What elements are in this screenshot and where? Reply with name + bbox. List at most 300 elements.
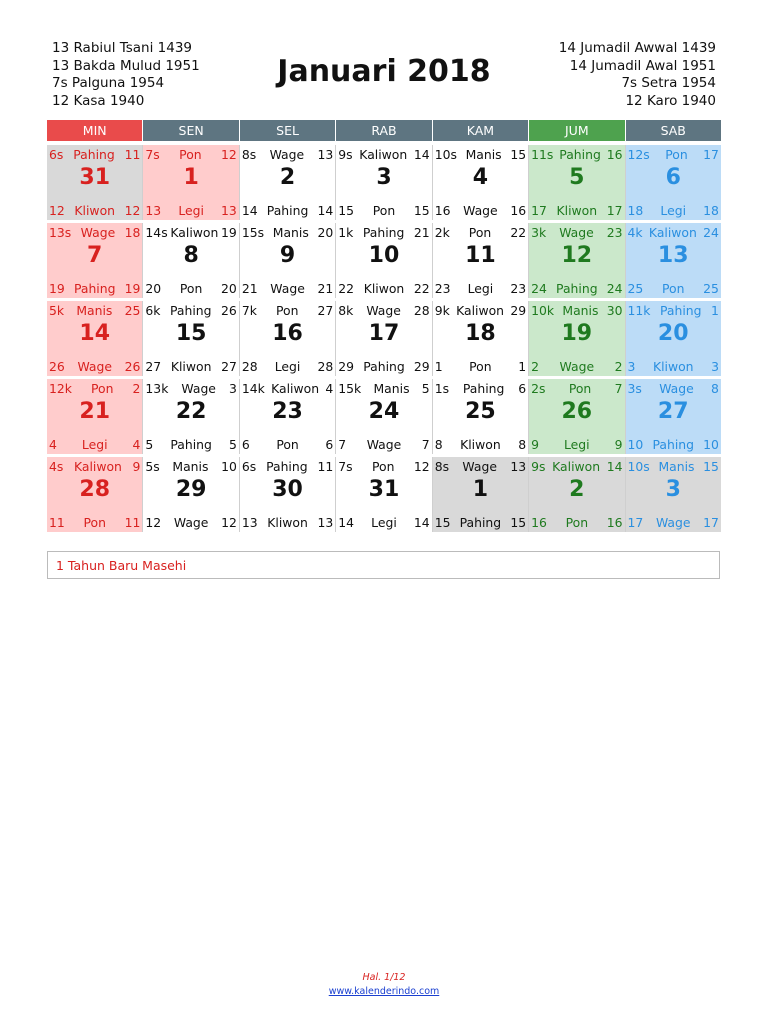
javanese-lunar-day: 8s [434,458,450,474]
lunar-info-top [529,380,624,396]
javanese-lunar-day: 5k [49,302,65,318]
mangsa-day: 12 [124,202,141,218]
lunar-info-top [529,458,624,474]
pasaran-name: Wage [559,358,595,374]
saka-date-start: 7s Palguna 1954 [52,75,165,92]
day-cell[interactable] [143,301,239,376]
pasaran-day: Pahing [660,302,702,318]
pasaran-day: Manis [172,458,209,474]
day-cell[interactable] [47,145,143,220]
page-title: Januari 2018 [277,54,491,89]
lunar-info-bottom [47,514,142,530]
lunar-info-bottom [143,280,238,296]
pasaran-day: Pahing [266,458,308,474]
pasaran-name: Pahing [459,514,502,530]
day-cell[interactable] [240,457,336,532]
lunar-info-bottom [336,358,431,374]
javanese-lunar-day: 11k [627,302,651,318]
week-row [47,223,721,298]
gregorian-day: 26 [561,399,593,424]
javanese-date: 28 [241,358,258,374]
pasaran-name: Kliwon [652,358,694,374]
javanese-date: 24 [531,280,547,296]
javanese-date-end: 14 Jumadil Awal 1951 [569,57,716,74]
mangsa-day: 1 [518,358,527,374]
pasaran-day: Kaliwon [648,224,697,240]
javanese-date: 16 [531,514,547,530]
gregorian-day: 27 [657,399,689,424]
mangsa-day: 13 [221,202,237,218]
pasaran-name: Wage [77,358,112,374]
lunar-info-top [626,224,721,240]
hijri-day: 14 [606,458,623,474]
lunar-info-top [47,224,142,240]
javanese-date: 3 [627,358,636,374]
javanese-lunar-day: 14s [145,224,168,240]
pasaran-day: Kaliwon [552,458,601,474]
pasaran-day: Wage [659,380,694,396]
pasaran-name: Legi [81,436,108,452]
javanese-lunar-day: 6s [241,458,257,474]
mangsa-day: 28 [317,358,334,374]
day-cell[interactable] [626,223,721,298]
hijri-day: 21 [413,224,430,240]
lunar-info-top [433,146,528,162]
day-cell[interactable] [240,223,336,298]
javanese-lunar-day: 6s [49,146,64,162]
hijri-day: 11 [317,458,334,474]
javanese-lunar-day: 10k [531,302,555,318]
lunar-info-bottom [240,514,335,530]
javanese-date: 20 [145,280,162,296]
pasaran-day: Wage [181,380,216,396]
pasaran-day: Manis [658,458,695,474]
lunar-info-bottom [47,436,142,452]
pasaran-day: Pon [568,380,592,396]
day-cell[interactable] [143,379,239,454]
javanese-lunar-day: 1k [338,224,354,240]
javanese-date: 14 [338,514,355,530]
javanese-date: 12 [49,202,65,218]
day-cell[interactable] [626,145,721,220]
hijri-day: 11 [124,146,141,162]
day-cell[interactable] [529,301,625,376]
day-cell[interactable] [433,223,529,298]
lunar-info-bottom [529,202,624,218]
gregorian-day: 25 [465,399,496,424]
lunar-info-top [143,224,238,240]
javanese-date: 29 [338,358,355,374]
pasaran-day: Kaliwon [170,224,219,240]
day-cell[interactable] [336,457,432,532]
lunar-info-top [240,146,335,162]
pasaran-day: Pon [91,380,114,396]
javanese-date: 7 [338,436,347,452]
hijri-day: 30 [606,302,623,318]
javanese-lunar-day: 7s [145,146,160,162]
day-cell[interactable] [529,223,625,298]
day-cell[interactable] [47,457,143,532]
javanese-lunar-day: 12s [627,146,650,162]
day-cell[interactable] [433,145,529,220]
hijri-day: 12 [221,146,237,162]
javanese-date: 13 [241,514,258,530]
hijri-day: 4 [325,380,334,396]
mangsa-day: 14 [317,202,334,218]
weekday-header [47,120,721,141]
lunar-info-bottom [433,358,528,374]
mangsa-day: 17 [606,202,623,218]
gregorian-day: 8 [183,243,199,268]
javanese-lunar-day: 3k [531,224,547,240]
day-cell[interactable] [529,145,625,220]
javanese-lunar-day: 8k [338,302,354,318]
day-cell[interactable] [143,223,239,298]
gregorian-day: 22 [175,399,207,424]
lunar-info-top [143,302,238,318]
day-cell[interactable] [529,379,625,454]
gregorian-day: 5 [569,165,585,190]
hijri-day: 7 [614,380,623,396]
javanese-date: 12 [145,514,162,530]
mangsa-day: 4 [132,436,141,452]
hijri-day: 14 [413,146,430,162]
lunar-info-bottom [626,280,721,296]
javanese-date: 22 [338,280,355,296]
javanese-lunar-day: 4s [49,458,64,474]
javanese-date: 2 [531,358,539,374]
gregorian-day: 18 [465,321,496,346]
pasaran-day: Manis [373,380,410,396]
javanese-lunar-day: 9s [338,146,353,162]
week-row [47,379,721,454]
lunar-info-top [626,302,721,318]
javanese-lunar-day: 3s [627,380,642,396]
pasaran-name: Legi [564,436,590,452]
day-cell[interactable] [336,223,432,298]
pasaran-name: Pon [276,436,299,452]
lunar-info-bottom [626,202,721,218]
day-cell[interactable] [626,457,721,532]
lunar-info-bottom [529,436,624,452]
pasaran-name: Wage [173,514,209,530]
javanese-lunar-day: 8s [241,146,257,162]
lunar-info-bottom [336,202,431,218]
lunar-info-top [47,146,142,162]
pasaran-name: Wage [463,202,498,218]
hijri-day: 9 [132,458,141,474]
day-cell[interactable] [626,301,721,376]
javanese-date: 10 [627,436,644,452]
day-cell[interactable] [143,457,239,532]
lunar-info-bottom [433,514,528,530]
lunar-info-bottom [433,280,528,296]
javanese-date: 15 [338,202,355,218]
day-cell[interactable] [336,145,432,220]
gregorian-day: 9 [279,243,296,268]
lunar-info-bottom [47,358,142,374]
javanese-date: 6 [241,436,250,452]
javanese-lunar-day: 9s [531,458,546,474]
calendar-grid [47,120,721,532]
pasaran-day: Pon [275,302,299,318]
mangsa-day: 13 [317,514,334,530]
lunar-info-top [529,146,624,162]
lunar-info-top [626,458,721,474]
lunar-info-top [336,224,431,240]
gregorian-day: 2 [279,165,296,190]
pasaran-day: Wage [559,224,594,240]
mangsa-day: 15 [413,202,430,218]
javanese-date: 4 [49,436,57,452]
hijri-day: 10 [221,458,237,474]
hijri-day: 1 [711,302,719,318]
mangsa-day: 12 [221,514,237,530]
javanese-lunar-day: 13s [49,224,72,240]
javanese-lunar-day: 6k [145,302,161,318]
day-cell[interactable] [529,457,625,532]
weekday-sab: SAB [626,120,721,141]
mangsa-day: 10 [703,436,719,452]
javanese-date: 9 [531,436,539,452]
lunar-info-bottom [433,202,528,218]
javanese-date: 16 [434,202,451,218]
day-cell[interactable] [240,145,336,220]
javanese-date: 8 [434,436,443,452]
pasaran-day: Wage [366,302,401,318]
lunar-dates-right [559,40,716,111]
hijri-date-start: 13 Rabiul Tsani 1439 [52,40,193,56]
mangsa-day: 20 [221,280,237,296]
javanese-lunar-day: 7k [241,302,257,318]
pasaran-day: Kaliwon [271,380,320,396]
javanese-date-start: 13 Bakda Mulud 1951 [52,57,200,74]
javanese-date: 21 [241,280,258,296]
lunar-info-top [143,380,238,396]
javanese-date: 17 [531,202,547,218]
lunar-info-bottom [240,202,335,218]
lunar-info-top [240,224,335,240]
pasaran-day: Manis [562,302,599,318]
javanese-lunar-day: 11s [531,146,554,162]
hijri-date-end: 14 Jumadil Awwal 1439 [558,40,716,56]
javanese-lunar-day: 5s [145,458,160,474]
mangsa-day: 19 [124,280,141,296]
javanese-date: 18 [627,202,644,218]
hijri-day: 20 [317,224,334,240]
day-cell[interactable] [433,379,529,454]
gregorian-day: 28 [79,477,111,502]
hijri-day: 3 [228,380,237,396]
mangsa-day: 9 [614,436,623,452]
hijri-day: 12 [413,458,430,474]
week-row [47,457,721,532]
gregorian-day: 23 [272,399,303,424]
day-cell[interactable] [433,457,529,532]
lunar-info-bottom [240,358,335,374]
gregorian-day: 15 [175,321,207,346]
javanese-lunar-day: 13k [145,380,169,396]
day-cell[interactable] [626,379,721,454]
day-cell[interactable] [143,145,239,220]
lunar-info-bottom [47,202,142,218]
lunar-info-bottom [626,514,721,530]
gregorian-day: 1 [183,165,199,190]
pasaran-day: Pahing [462,380,505,396]
hijri-day: 19 [221,224,237,240]
mangsa-day: 14 [413,514,430,530]
pasaran-name: Pon [372,202,396,218]
hijri-day: 25 [124,302,141,318]
mangsa-day: 18 [703,202,719,218]
pasaran-name: Kliwon [556,202,598,218]
weekday-sen: SEN [143,120,239,141]
hijri-day: 2 [132,380,141,396]
website-link[interactable]: www.kalenderindo.com [328,986,440,997]
mangsa-day: 29 [413,358,430,374]
gregorian-day: 16 [272,321,303,346]
lunar-info-bottom [336,280,431,296]
hijri-day: 24 [703,224,719,240]
mangsa-day: 3 [711,358,719,374]
day-cell[interactable] [47,223,143,298]
gregorian-day: 6 [665,165,681,190]
mangsa-day: 16 [510,202,527,218]
pasaran-name: Wage [366,436,402,452]
mangsa-day: 17 [703,514,719,530]
pasaran-name: Kliwon [74,202,115,218]
hijri-day: 5 [421,380,430,396]
javanese-lunar-day: 2s [531,380,546,396]
pasaran-day: Kaliwon [456,302,505,318]
gregorian-day: 31 [368,477,400,502]
pasaran-day: Pon [468,224,492,240]
gregorian-day: 3 [665,477,681,502]
mangsa-day: 22 [413,280,430,296]
pasaran-name: Pon [565,514,589,530]
lunar-info-top [336,302,431,318]
day-cell[interactable] [240,379,336,454]
javanese-lunar-day: 10s [434,146,457,162]
mangsa-date-end: 12 Karo 1940 [625,93,716,110]
mangsa-day: 21 [317,280,334,296]
gregorian-day: 1 [472,477,489,502]
lunar-info-bottom [336,436,431,452]
pasaran-name: Kliwon [267,514,308,530]
javanese-lunar-day: 12k [49,380,72,396]
mangsa-day: 6 [325,436,334,452]
pasaran-name: Pon [83,514,106,530]
lunar-info-top [336,458,431,474]
pasaran-day: Pahing [170,302,212,318]
day-cell[interactable] [47,301,143,376]
gregorian-day: 2 [569,477,585,502]
mangsa-day: 16 [606,514,623,530]
lunar-info-bottom [529,280,624,296]
gregorian-day: 10 [368,243,400,268]
gregorian-day: 30 [272,477,303,502]
mangsa-day: 15 [510,514,527,530]
lunar-info-bottom [529,514,624,530]
gregorian-day: 29 [175,477,207,502]
day-cell[interactable] [336,379,432,454]
pasaran-day: Pahing [362,224,405,240]
javanese-lunar-day: 15s [241,224,265,240]
mangsa-day: 23 [510,280,527,296]
mangsa-day: 8 [518,436,527,452]
pasaran-name: Pahing [363,358,405,374]
javanese-date: 11 [49,514,65,530]
gregorian-day: 14 [79,321,111,346]
hijri-day: 13 [317,146,334,162]
lunar-info-top [240,458,335,474]
lunar-info-top [336,380,431,396]
gregorian-day: 17 [368,321,400,346]
gregorian-day: 13 [657,243,689,268]
javanese-lunar-day: 10s [627,458,650,474]
lunar-info-top [47,380,142,396]
week-row [47,145,721,220]
pasaran-day: Pon [372,458,395,474]
saka-date-end: 7s Setra 1954 [621,75,716,92]
javanese-date: 19 [49,280,65,296]
hijri-day: 16 [606,146,623,162]
holiday-list: 1 Tahun Baru Masehi [47,551,720,579]
lunar-info-top [47,458,142,474]
javanese-lunar-day: 1s [434,380,450,396]
hijri-day: 17 [703,146,719,162]
pasaran-name: Pon [179,280,203,296]
day-cell[interactable] [433,301,529,376]
pasaran-day: Wage [462,458,497,474]
gregorian-day: 3 [376,165,392,190]
pasaran-name: Pahing [266,202,309,218]
javanese-date: 17 [627,514,644,530]
lunar-info-top [529,224,624,240]
page-number: Hal. 1/12 [362,972,406,983]
pasaran-day: Manis [272,224,309,240]
gregorian-day: 4 [472,165,489,190]
hijri-day: 15 [703,458,719,474]
javanese-lunar-day: 7s [338,458,353,474]
lunar-info-top [433,458,528,474]
mangsa-day: 7 [421,436,430,452]
pasaran-name: Pahing [652,436,694,452]
pasaran-day: Manis [76,302,113,318]
day-cell[interactable] [240,301,336,376]
pasaran-name: Legi [371,514,397,530]
pasaran-name: Kliwon [170,358,212,374]
pasaran-name: Pon [662,280,685,296]
javanese-lunar-day: 2k [434,224,450,240]
day-cell[interactable] [336,301,432,376]
lunar-info-bottom [529,358,624,374]
mangsa-day: 25 [703,280,719,296]
javanese-lunar-day: 4k [627,224,643,240]
pasaran-name: Pahing [73,280,116,296]
javanese-date: 5 [145,436,154,452]
day-cell[interactable] [47,379,143,454]
gregorian-day: 31 [79,165,111,190]
mangsa-day: 2 [614,358,623,374]
lunar-info-top [433,302,528,318]
lunar-info-bottom [143,514,238,530]
javanese-lunar-day: 9k [434,302,450,318]
lunar-info-bottom [143,202,238,218]
javanese-date: 1 [434,358,443,374]
lunar-info-bottom [626,358,721,374]
lunar-info-top [433,224,528,240]
